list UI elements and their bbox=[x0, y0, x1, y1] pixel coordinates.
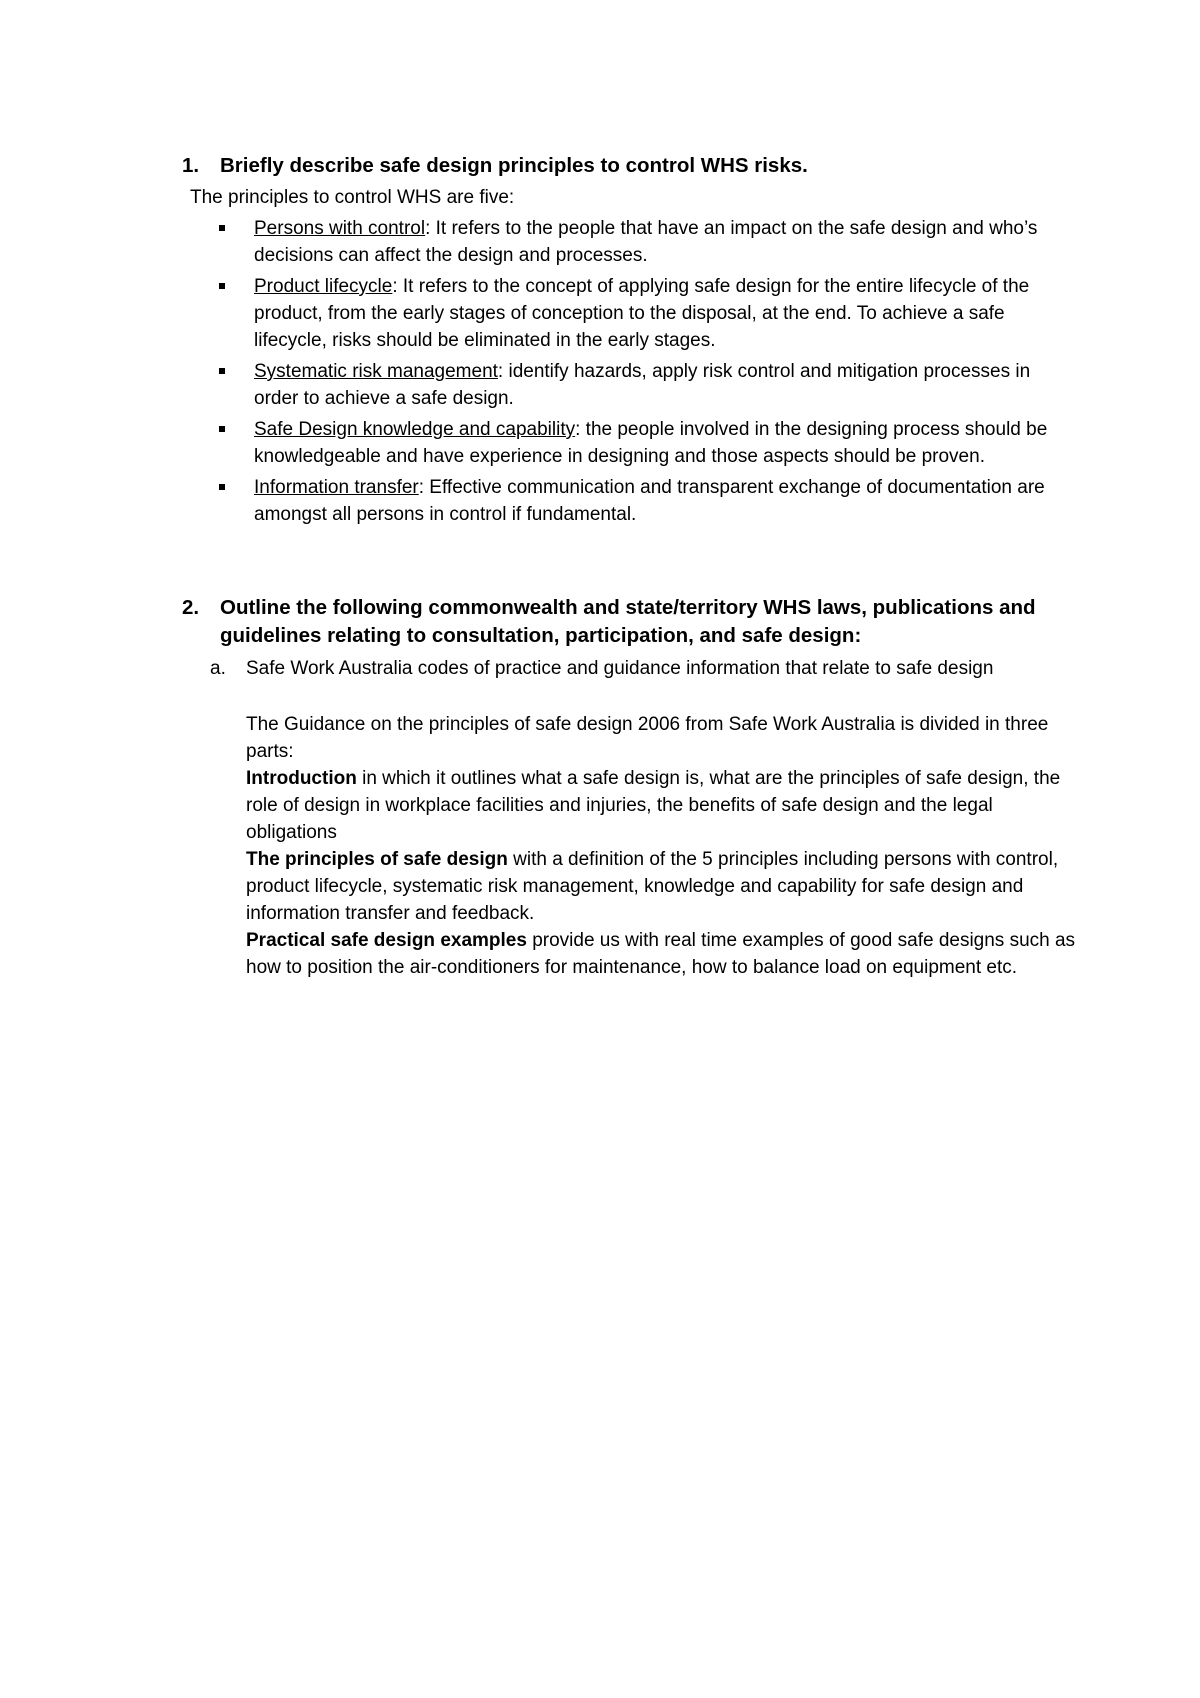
question-2-heading bbox=[182, 594, 1082, 650]
question-2-title: Outline the following commonwealth and state/territory WHS laws, publications and guidelines relating to consultation, participation, and safe design: bbox=[220, 596, 1036, 647]
list-item bbox=[216, 358, 1076, 412]
principle-text: : identify hazards, apply risk control and mitigation processes in order to achieve a safe design. bbox=[254, 361, 1031, 409]
principle-term: Systematic risk management bbox=[254, 361, 498, 382]
answer-part bbox=[246, 846, 1076, 927]
list-item bbox=[216, 416, 1076, 470]
bullet-square-icon bbox=[219, 283, 225, 289]
sub-question-a bbox=[210, 658, 993, 680]
principles-list bbox=[216, 215, 1076, 532]
principle-term: Safe Design knowledge and capability bbox=[254, 419, 576, 440]
principle-text: : It refers to the people that have an impact on the safe design and who’s decisions can affect the design and processes. bbox=[254, 218, 1038, 266]
answer-part-term: Introduction bbox=[246, 768, 357, 789]
principle-text: : It refers to the concept of applying safe design for the entire lifecycle of the product, from the early stages of conception to the disposal, at the end. To achieve a safe lifecycle, risks should be eliminated in the early stages. bbox=[254, 276, 1030, 351]
principle-term: Information transfer bbox=[254, 477, 419, 498]
answer-intro: The Guidance on the principles of safe design 2006 from Safe Work Australia is divided in three parts: bbox=[246, 714, 1049, 762]
principle-term: Persons with control bbox=[254, 218, 426, 239]
answer-part-text: in which it outlines what a safe design is, what are the principles of safe design, the role of design in workplace facilities and injuries, the benefits of safe design and the legal obligations bbox=[246, 768, 1061, 843]
bullet-square-icon bbox=[219, 368, 225, 374]
answer-part-term: Practical safe design examples bbox=[246, 930, 527, 951]
answer-part-text: with a definition of the 5 principles including persons with control, product lifecycle, systematic risk management, knowledge and capability for safe design and information transfer and feedback. bbox=[246, 849, 1059, 924]
list-item bbox=[216, 215, 1076, 269]
question-1-heading bbox=[182, 154, 808, 178]
principle-text: : the people involved in the designing process should be knowledgeable and have experience in designing and those aspects should be proven. bbox=[254, 419, 1048, 467]
question-1-intro: The principles to control WHS are five: bbox=[190, 187, 515, 208]
principle-text: : Effective communication and transparent exchange of documentation are amongst all persons in control if fundamental. bbox=[254, 477, 1045, 525]
sub-question-a-text: Safe Work Australia codes of practice and guidance information that relate to safe design bbox=[246, 658, 994, 679]
bullet-square-icon bbox=[219, 426, 225, 432]
bullet-square-icon bbox=[219, 225, 225, 231]
list-item bbox=[216, 474, 1076, 528]
list-item bbox=[216, 273, 1076, 354]
question-2-number: 2. bbox=[182, 596, 200, 619]
principle-term: Product lifecycle bbox=[254, 276, 393, 297]
answer-block bbox=[246, 711, 1076, 981]
answer-part bbox=[246, 927, 1076, 981]
question-1-number: 1. bbox=[182, 154, 200, 177]
sub-question-a-letter: a. bbox=[210, 658, 226, 679]
answer-part bbox=[246, 765, 1076, 846]
answer-part-term: The principles of safe design bbox=[246, 849, 508, 870]
question-1-title: Briefly describe safe design principles to control WHS risks. bbox=[220, 154, 808, 177]
answer-part-text: provide us with real time examples of good safe designs such as how to position the air-conditioners for maintenance, how to balance load on equipment etc. bbox=[246, 930, 1076, 978]
bullet-square-icon bbox=[219, 484, 225, 490]
